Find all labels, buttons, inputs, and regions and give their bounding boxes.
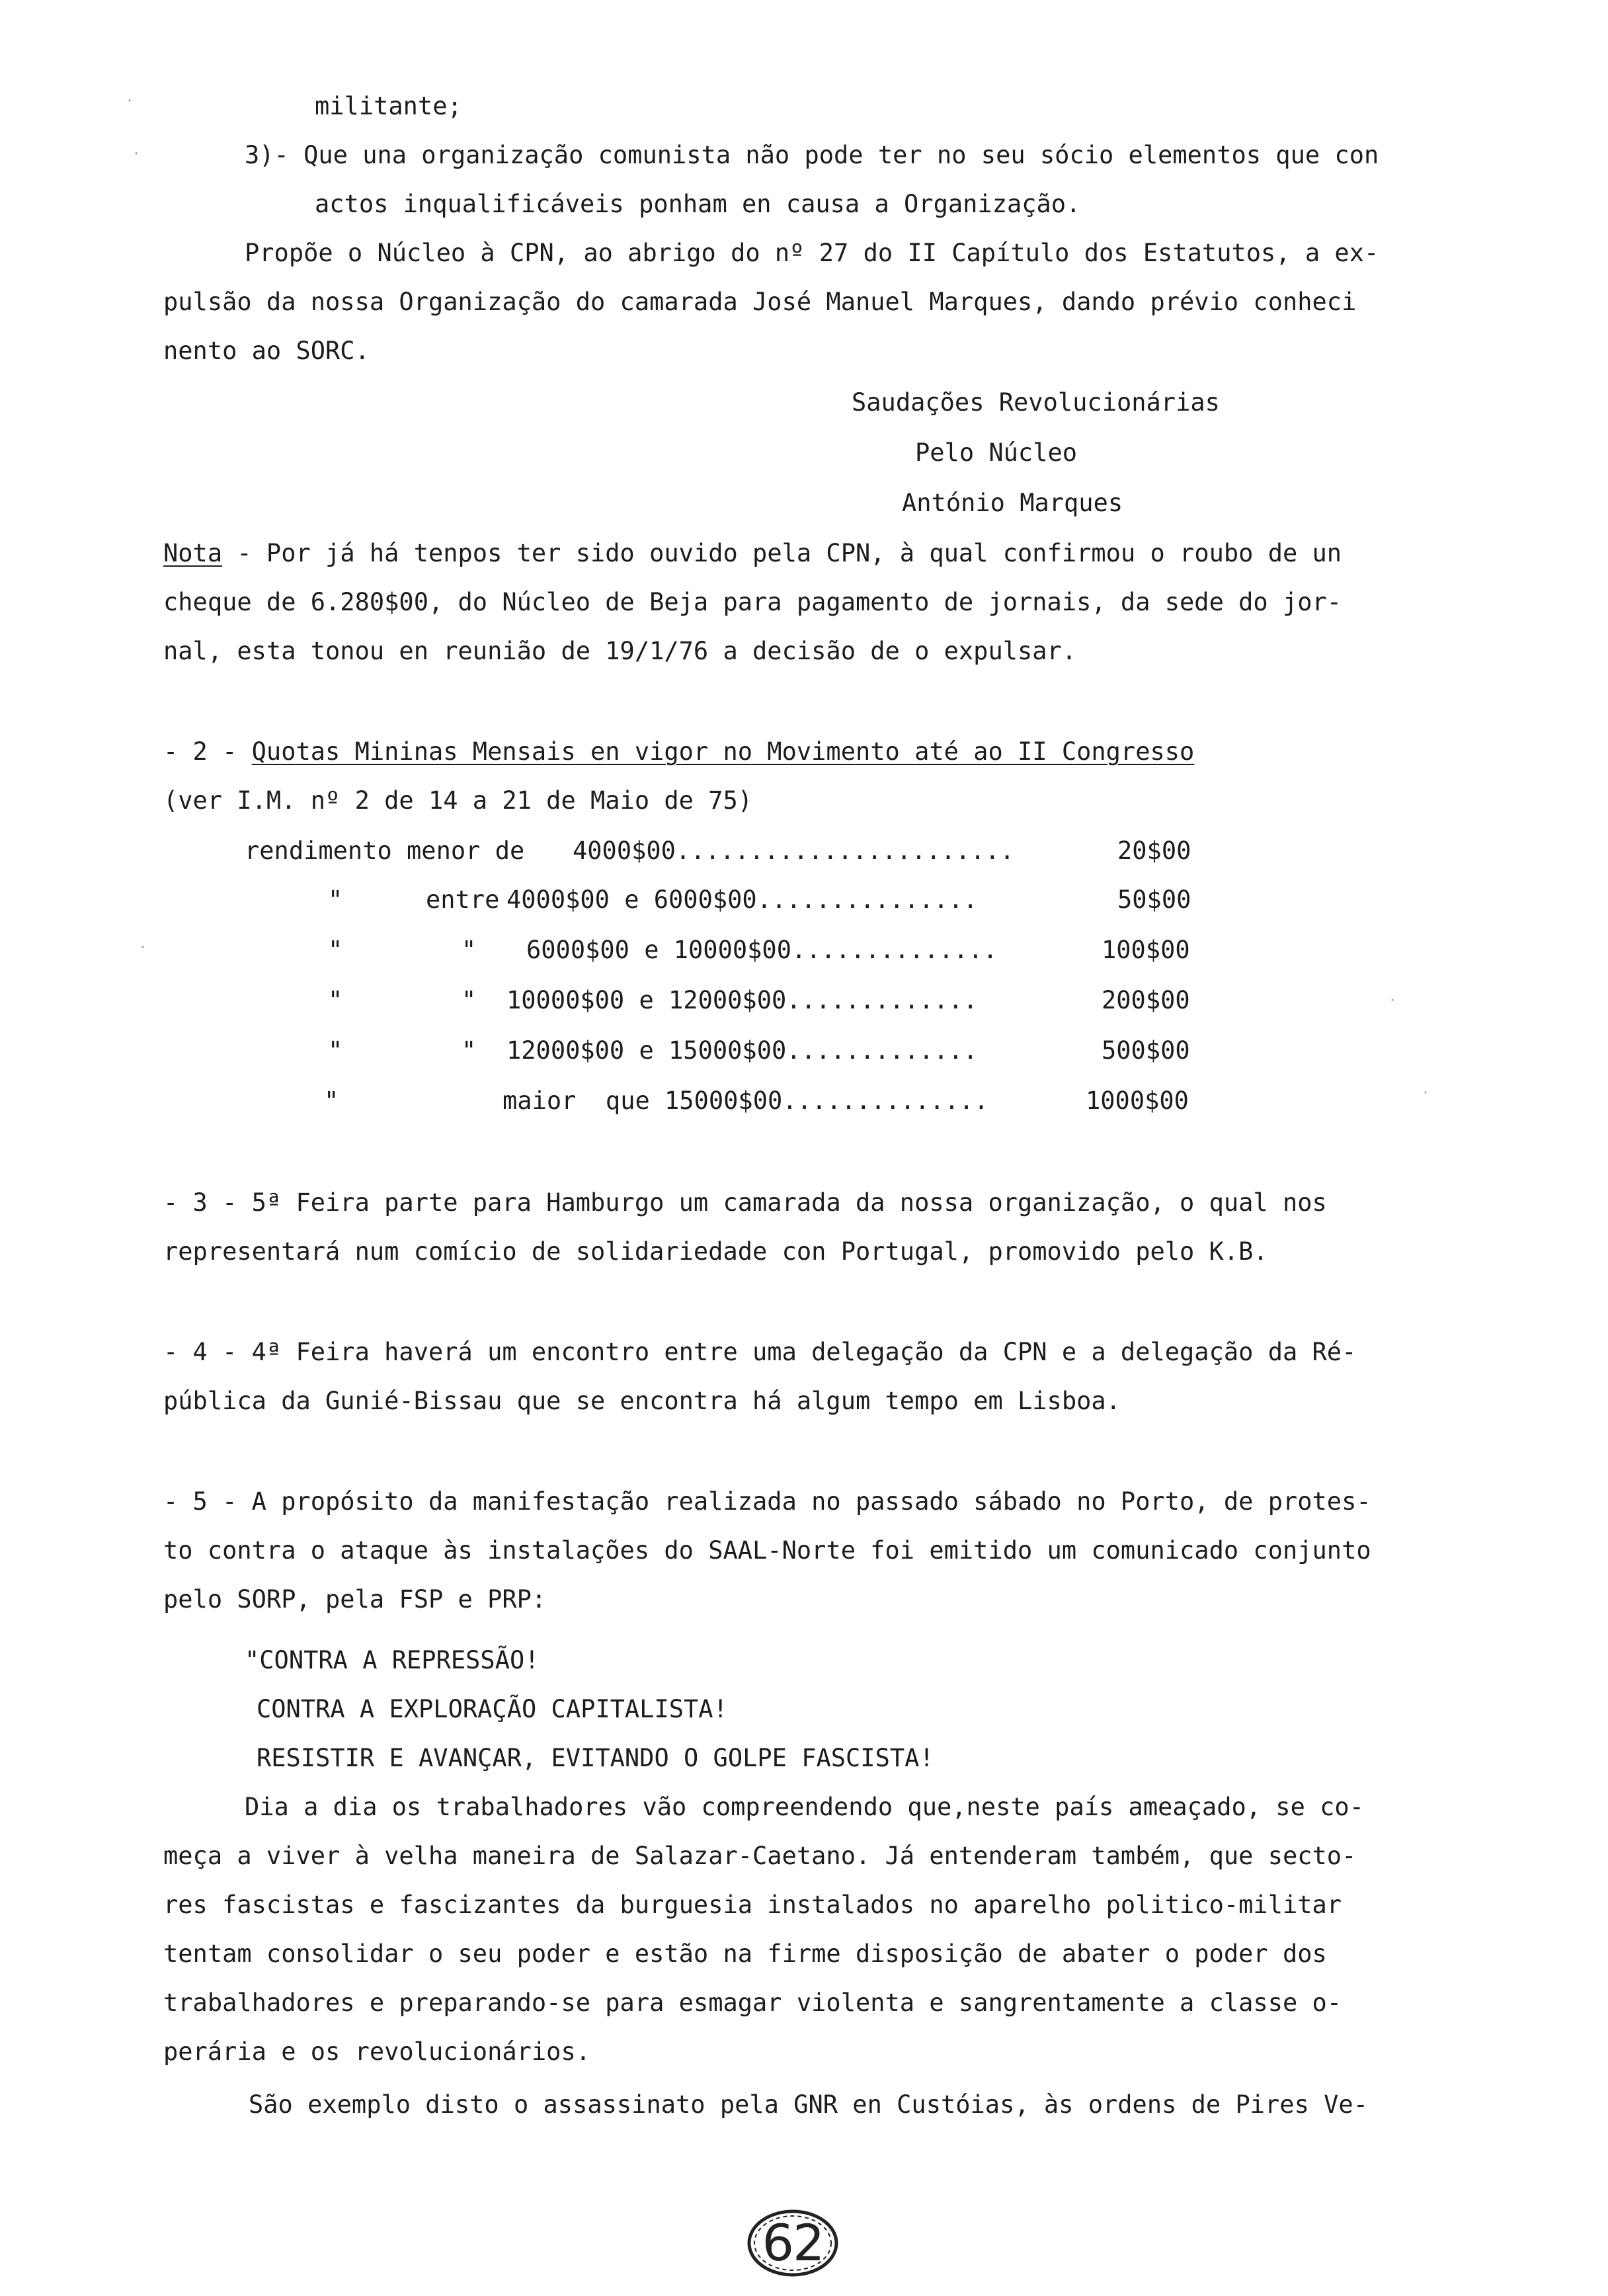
section5-line-2: to contra o ataque às instalações do SAAL-Norte foi emitido um comunicado conjunto [163,1536,1371,1565]
body-line-3: res fascistas e fascizantes da burguesia instalados no aparelho politico-militar [163,1891,1342,1919]
section3-line-1: - 3 - 5ª Feira parte para Hamburgo um camarada da nossa organização, o qual nos [163,1188,1327,1217]
quota-amount: 1000$00 [1086,1086,1189,1115]
section3-line-2: representará num comício de solidariedade con Portugal, promovido pelo K.B. [163,1237,1268,1266]
scan-speck: · [139,939,147,955]
intro-line-6: nento ao SORC. [163,337,370,365]
signature-name: António Marques [902,489,1123,517]
section5-line-3: pelo SORP, pela FSP e PRP: [163,1585,547,1614]
quota-range: 6000$00 e 10000$00.............. [526,936,998,964]
body-line-4: tentam consolidar o seu poder e estão na firme disposição de abater o poder dos [163,1940,1327,1968]
page-number-stamp [743,2206,842,2279]
quota-ditto: " [328,936,343,964]
quota-ditto: " [462,1036,477,1065]
quota-range: maior que 15000$00.............. [502,1086,989,1115]
signature-nucleus: Pelo Núcleo [915,438,1078,467]
quota-ditto: " [328,1036,343,1065]
body-line-1: Dia a dia os trabalhadores vão compreendendo que,neste país ameaçado, se co- [245,1793,1364,1821]
body-line-2: meça a viver à velha maneira de Salazar-Caetano. Já entenderam também, que secto- [163,1842,1357,1870]
page-number: 62 [762,2213,824,2272]
scan-speck: · [126,93,134,108]
quota-range: 4000$00 e 6000$00............... [506,885,978,914]
quota-range: 10000$00 e 12000$00............. [506,986,978,1014]
quota-ditto: " [328,885,343,914]
intro-line-1: militante; [315,92,462,120]
slogan-line-1: "CONTRA A REPRESSÃO! [245,1646,540,1674]
quota-amount: 500$00 [1102,1036,1190,1065]
nota-line-3: nal, esta tonou en reunião de 19/1/76 a decisão de o expulsar. [163,637,1077,665]
body-line-7: São exemplo disto o assassinato pela GNR en Custóias, às ordens de Pires Ve- [249,2090,1368,2119]
quota-qualifier: entre [426,885,500,914]
scan-speck: · [132,145,141,161]
section4-line-1: - 4 - 4ª Feira haverá um encontro entre uma delegação da CPN e a delegação da Ré- [163,1338,1357,1366]
nota-line-1 [163,541,1342,565]
intro-line-5: pulsão da nossa Organização do camarada José Manuel Marques, dando prévio conheci [163,288,1357,316]
quota-range: 4000$00....................... [573,837,1015,865]
slogan-line-2: CONTRA A EXPLORAÇÃO CAPITALISTA! [257,1695,728,1723]
quota-ditto: " [328,986,343,1014]
quota-row [0,1088,1608,1186]
signature-greeting: Saudações Revolucionárias [852,388,1220,417]
section2-reference: (ver I.M. nº 2 de 14 a 21 de Maio de 75) [163,786,753,815]
section2-heading [163,739,1194,764]
quota-amount: 200$00 [1102,986,1190,1014]
quota-label: rendimento menor de [245,837,525,865]
quota-ditto: " [324,1086,339,1115]
intro-line-4: Propõe o Núcleo à CPN, ao abrigo do nº 27 do II Capítulo dos Estatutos, a ex- [245,239,1379,267]
nota-label: Nota [163,539,223,567]
quota-amount: 50$00 [1117,885,1191,914]
intro-line-2: 3)- Que una organização comunista não pode ter no seu sócio elementos que con [245,141,1379,169]
scan-speck: · [1388,992,1397,1008]
quota-range: 12000$00 e 15000$00............. [506,1036,978,1065]
quota-ditto: " [462,986,477,1014]
body-line-5: trabalhadores e preparando-se para esmagar violenta e sangrentamente a classe o- [163,1988,1342,2017]
nota-text-1: - Por já há tenpos ter sido ouvido pela CPN, à qual confirmou o roubo de un [222,539,1342,567]
quota-amount: 100$00 [1102,936,1190,964]
scan-speck: · [1422,1085,1430,1100]
section5-line-1: - 5 - A propósito da manifestação realizada no passado sábado no Porto, de protes- [163,1487,1371,1516]
nota-line-2: cheque de 6.280$00, do Núcleo de Beja para pagamento de jornais, da sede do jor- [163,588,1342,616]
quota-ditto: " [462,936,477,964]
section2-title: Quotas Mininas Mensais en vigor no Movimento até ao II Congresso [251,737,1195,766]
section2-prefix: - 2 - [163,737,252,766]
body-line-6: perária e os revolucionários. [163,2037,591,2066]
quota-amount: 20$00 [1117,837,1191,865]
section4-line-2: pública da Gunié-Bissau que se encontra há algum tempo em Lisboa. [163,1387,1121,1415]
intro-line-3: actos inqualificáveis ponham en causa a Organização. [315,190,1081,218]
slogan-line-3: RESISTIR E AVANÇAR, EVITANDO O GOLPE FASCISTA! [257,1744,934,1772]
